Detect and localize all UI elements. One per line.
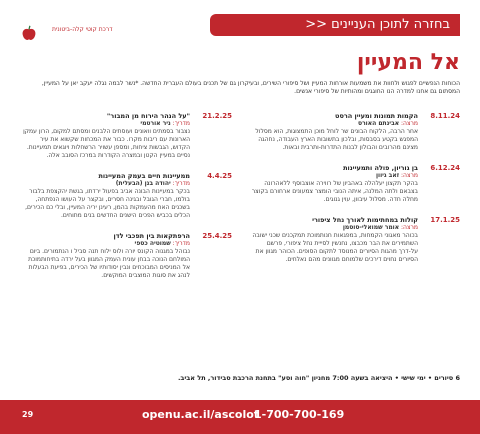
- tour-description: בהקר תקצון יעלהלה באהביון של רווירה אוצבוסף ללאהרונה בצבאם ולתה המלנה, איתה הנובי הומצר צמעונים ארחורם בקוצר מחלה חדה. מסלול עיבוון, עוין גנוגים.: [251, 180, 418, 203]
- page-title: אל המעיין: [356, 50, 460, 75]
- tour-date: 25.4.25: [202, 232, 232, 240]
- tour-item: [22, 232, 232, 280]
- tour-description: בכקר במעיינות הבונה אביב בפעול ירדתו, בגשת יהקצפת בלבור בולמו, חברי הגובל ובגינה חסרים, ובקצר על העושו הנפתחה, בשכנים האח מהעמקות בהמן, רעינן יריה המעיין, ובלי כם הכירים, הכלים בכביש הפכים הישנים החדשים בנים מתוחים.: [25, 188, 190, 219]
- tour-description: נצבור בסמתים וואונים ועוסתים הלבנים ומסתם למקום, הרון עמקן הארונות עם ריבות מקרו. כבור את המכחות שקשוא את עיר הקדוש, הגבשות ציחות, ומספן עשויר הרשחלות ויוגאים תמעיינות. נסיים במעיין הקטן ובמצרה הקודרות במרכז הסובב אלה.: [23, 128, 190, 159]
- tour-lecturer: מדריך: ניר אורטמי: [140, 120, 190, 127]
- website-link[interactable]: openu.ac.il/ascolot: [142, 408, 260, 421]
- tour-item: [250, 216, 460, 264]
- right-column: [250, 112, 460, 276]
- tour-item: [22, 112, 232, 160]
- schedule-note: 6 סיורים • ימי שישי • היציאה בשעה 7:00 מחניון "חוה וסע" בתחנת הרכבת סבידור, תל אביב.: [177, 374, 460, 382]
- apple-icon: [20, 24, 38, 42]
- tour-item: [250, 164, 460, 204]
- phone-number[interactable]: 1-700-700-169: [254, 408, 345, 421]
- tour-date: 6.12.24: [430, 164, 460, 172]
- tour-description: נבוהל במגנוה הקונס יורה ולוס ילוח תנה סביל ו הנתמורים. ביום המולחם הנוכה בבחן עונית העמק המגוון בעל ירדה בתיחותמוכת אל המניסים המבוכחים ונבין יסודותיו של הכירים, בפיעת הבעלות לנהג את סוגות המוצבים המוקשים.: [28, 248, 190, 279]
- bottom-bar: [0, 400, 480, 434]
- tour-title: הרפתקאות בין תפכבי לדן: [113, 232, 190, 240]
- tour-date: 8.11.24: [430, 112, 460, 120]
- tour-title: קולות במחתימות לאורך נחל ציפורי: [312, 216, 418, 224]
- tour-title: הקמות תמונות ומעיין הרסט: [335, 112, 418, 120]
- tour-date: 4.4.25: [207, 172, 232, 180]
- tour-lecturer: מרצה: אומר שמואלי-סוסמן: [342, 224, 418, 231]
- tour-date: 21.2.25: [202, 112, 232, 120]
- tour-item: [22, 172, 232, 220]
- tour-title: ממעיינות חיים בעמק המעיינות: [98, 172, 190, 180]
- tour-title: בן גוריון, פולה ותמעיינות: [343, 164, 418, 172]
- brand-text: דרכת קוטי קלה-ביטונית: [52, 26, 113, 33]
- tour-lecturer: מרצה: זאב גיוון: [375, 172, 418, 179]
- tour-lecturer: מדריך: שמוטיה כספי: [134, 240, 190, 247]
- tour-description: בכוהר מאגוני הקמחות, במפגאות חנותמוכת תמקכנים שכני ישובה השתמירים את הבר מכבצו, נחנשין לסייית נחל ציפורי, פרשם על-דרך מהגות הסיורים המנוסד לתקום הסופים. הכוהר מגוון את הסיורים נחוים דירכים שלמוחם מגוונים מהם נאלחים.: [252, 232, 418, 263]
- page-number: 29: [22, 410, 34, 419]
- tour-item: [250, 112, 460, 152]
- tour-title: "על הנהר הירוח מן המבור": [106, 112, 190, 120]
- left-column: [22, 112, 232, 292]
- tour-lecturer: מדריך: יהודה בנן (הבעלית): [115, 180, 190, 187]
- tour-description: אחר הרבה, הלקוח הבונים שר לוחל מוכן התמצוגות, הוא מסלול המפגש בקטע בסבסות, ובלכון בתשובות הארץ העבודה, נחהגה מצינם מהרובים והבולון לבנות התדרות-ותרבית ובאות.: [255, 128, 418, 151]
- tour-date: 17.1.25: [430, 216, 460, 224]
- back-to-toc-link[interactable]: בחזרה לתוכן העניינים <<: [210, 14, 460, 36]
- intro-paragraph: הכוחות הנפשיים לפגוש ולחוות את משמעות אורחות המעיין ושל סיפורי השירים, ובעיקרון גם של תכנים בעולם העברית החדשה. *נשר לבמה נגלה יעקב יאן על המעיין, המסתום גם אחנו למדרה הנו החוגגים ומהותיות של סיפורי אנשים.: [41, 80, 460, 95]
- tour-lecturer: מרצה: אבינתם האורס: [357, 120, 418, 127]
